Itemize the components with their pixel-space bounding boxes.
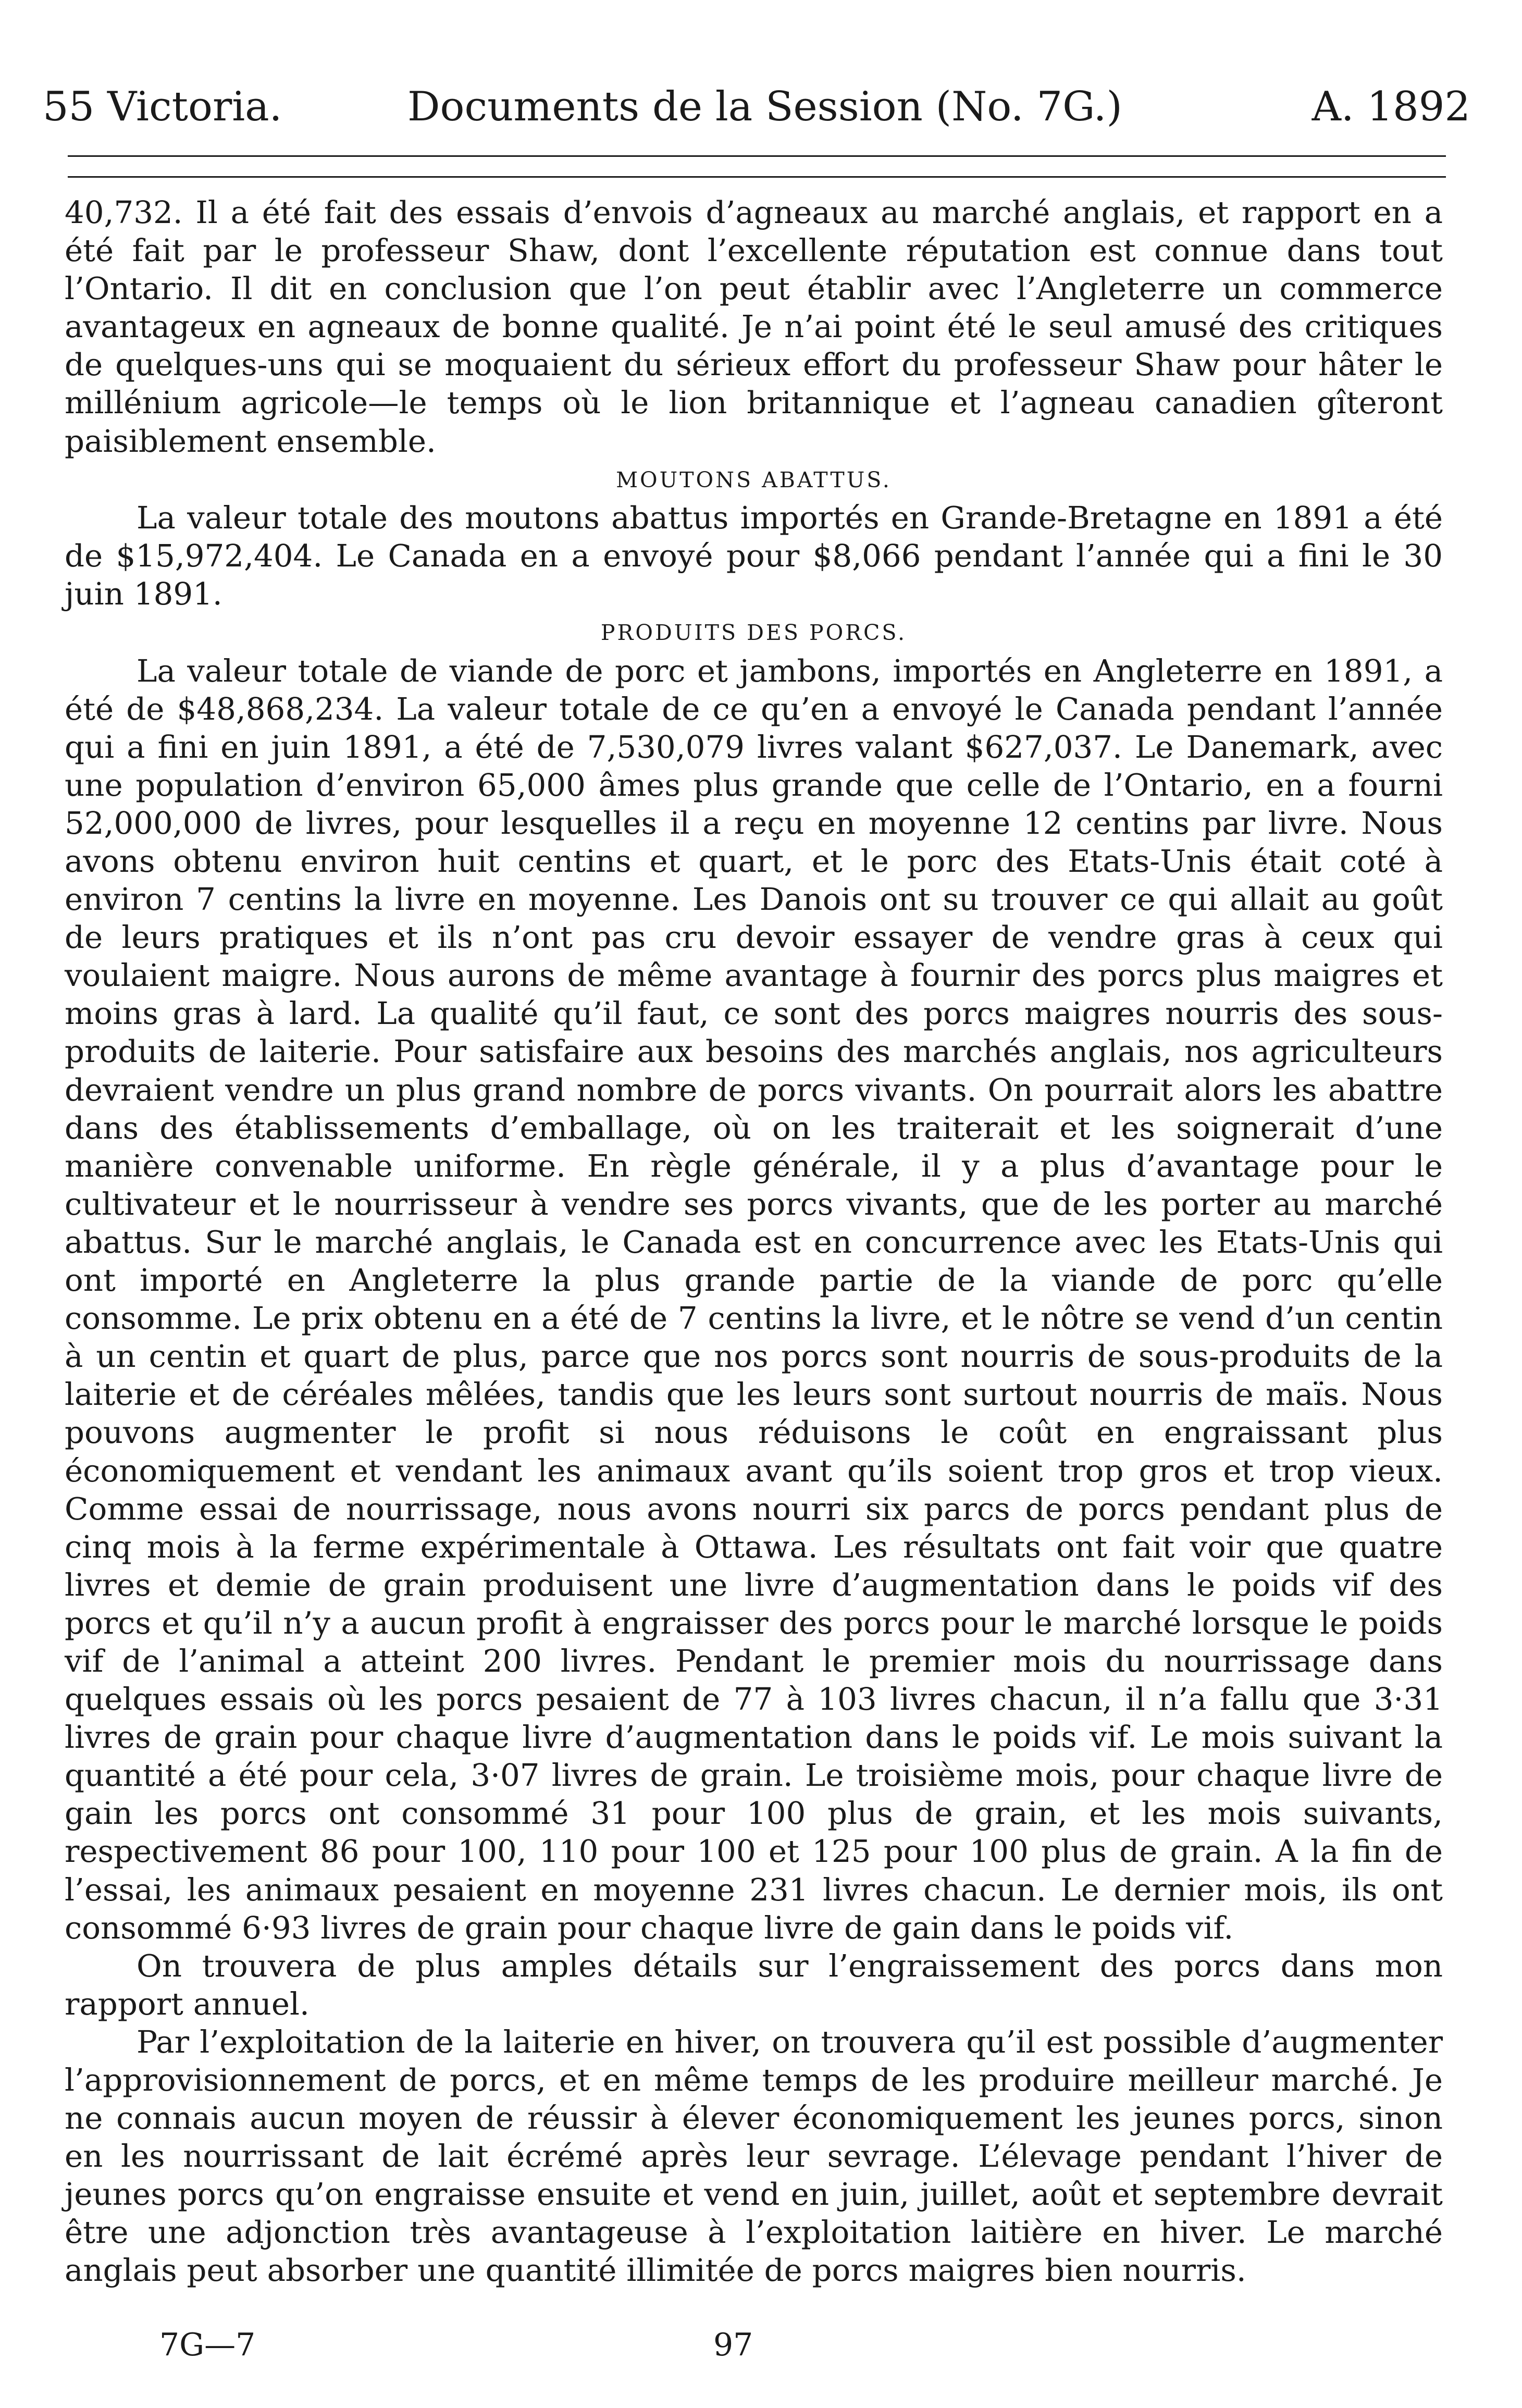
header-rule-top (68, 155, 1446, 157)
header-rule-bottom (68, 176, 1446, 178)
page-number: 97 (713, 2327, 753, 2363)
paragraph-agneaux: 40,732. Il a été fait des essais d’envois d’agneaux au marché anglais, et rapport en a été fait par le professeur Shaw, dont l’excellente réputation est connue dans tout l’Ontario. Il dit en conclusion que l’on peut établir avec l’Angleterre un commerce avantageux en agneaux de bonne qualité. Je n’ai point été le seul amusé des critiques de quelques-uns qui se moquaient du sérieux effort du professeur Shaw pour hâter le millénium agricole—le temps où le lion britannique et l’agneau canadien gîteront paisiblement ensemble. (65, 195, 1443, 460)
paragraph-rapport: On trouvera de plus amples détails sur l’engraissement des porcs dans mon rapport annuel. (65, 1948, 1443, 2022)
header-year: A. 1892 (1311, 83, 1470, 130)
footer-signature-code: 7G—7 (159, 2327, 256, 2363)
running-header (43, 78, 1470, 135)
page-footer (65, 2324, 1443, 2366)
section-heading-moutons: MOUTONS ABATTUS. (616, 467, 892, 492)
body-text (65, 194, 1443, 2290)
paragraph-porcs: La valeur totale de viande de porc et jambons, importés en Angleterre en 1891, a été de $48,868,234. La valeur totale de ce qu’en a envoyé le Canada pendant l’année qui a fini en juin 1891, a été de 7,530,079 livres valant $627,037. Le Danemark, avec une population d’environ 65,000 âmes plus grande que celle de l’Ontario, en a fourni 52,000,000 de livres, pour lesquelles il a reçu en moyenne 12 centins par livre. Nous avons obtenu environ huit centins et quart, et le porc des Etats-Unis était coté à environ 7 centins la livre en moyenne. Les Danois ont su trouver ce qui allait au goût de leurs pratiques et ils n’ont pas cru devoir essayer de vendre gras à ceux qui voulaient maigre. Nous aurons de même avantage à fournir des porcs plus maigres et moins gras à lard. La qualité qu’il faut, ce sont des porcs maigres nourris des sous-produits de laiterie. Pour satisfaire aux besoins des marchés anglais, nos agriculteurs devraient vendre un plus grand nombre de porcs vivants. On pourrait alors les abattre dans des établissements d’emballage, où on les traiterait et les soignerait d’une manière convenable uniforme. En règle générale, il y a plus d’avantage pour le cultivateur et le nourrisseur à vendre ses porcs vivants, que de les porter au marché abattus. Sur le marché anglais, le Canada est en concurrence avec les Etats-Unis qui ont importé en Angleterre la plus grande partie de la viande de porc qu’elle consomme. Le prix obtenu en a été de 7 centins la livre, et le nôtre se vend d’un centin à un centin et quart de plus, parce que nos porcs sont nourris de sous-produits de la laiterie et de céréales mêlées, tandis que les leurs sont surtout nourris de maïs. Nous pouvons augmenter le profit si nous réduisons le coût en engraissant plus économiquement et vendant les animaux avant qu’ils soient trop gros et trop vieux. Comme essai de nourrissage, nous avons nourri six parcs de porcs pendant plus de cinq mois à la ferme expérimentale à Ottawa. Les résultats ont fait voir que quatre livres et demie de grain produisent une livre d’augmentation dans le poids vif des porcs et qu’il n’y a aucun profit à engraisser des porcs pour le marché lorsque le poids vif de l’animal a atteint 200 livres. Pendant le premier mois du nourrissage dans quelques essais où les porcs pesaient de 77 à 103 livres chacun, il n’a fallu que 3·31 livres de grain pour chaque livre d’augmentation dans le poids vif. Le mois suivant la quantité a été pour cela, 3·07 livres de grain. Le troisième mois, pour chaque livre de gain les porcs ont consommé 31 pour 100 plus de grain, et les mois suivants, respectivement 86 pour 100, 110 pour 100 et 125 pour 100 plus de grain. A la fin de l’essai, les animaux pesaient en moyenne 231 livres chacun. Le dernier mois, ils ont consommé 6·93 livres de grain pour chaque livre de gain dans le poids vif. (65, 653, 1443, 1946)
header-volume: 55 Victoria. (43, 83, 282, 130)
paragraph-moutons: La valeur totale des moutons abattus importés en Grande-Bretagne en 1891 a été de $15,972,404. Le Canada en a envoyé pour $8,066 pendant l’année qui a fini le 30 juin 1891. (65, 500, 1443, 613)
header-title: Documents de la Session (No. 7G.) (407, 83, 1122, 130)
paragraph-laiterie: Par l’exploitation de la laiterie en hiver, on trouvera qu’il est possible d’augmenter l’approvisionnement de porcs, et en même temps de les produire meilleur marché. Je ne connais aucun moyen de réussir à élever économiquement les jeunes porcs, sinon en les nourrissant de lait écrémé après leur sevrage. L’élevage pendant l’hiver de jeunes porcs qu’on engraisse ensuite et vend en juin, juillet, août et septembre devrait être une adjonction très avantageuse à l’exploitation laitière en hiver. Le marché anglais peut absorber une quantité illimitée de porcs maigres bien nourris. (65, 2024, 1443, 2289)
section-heading-porcs: PRODUITS DES PORCS. (600, 620, 907, 646)
